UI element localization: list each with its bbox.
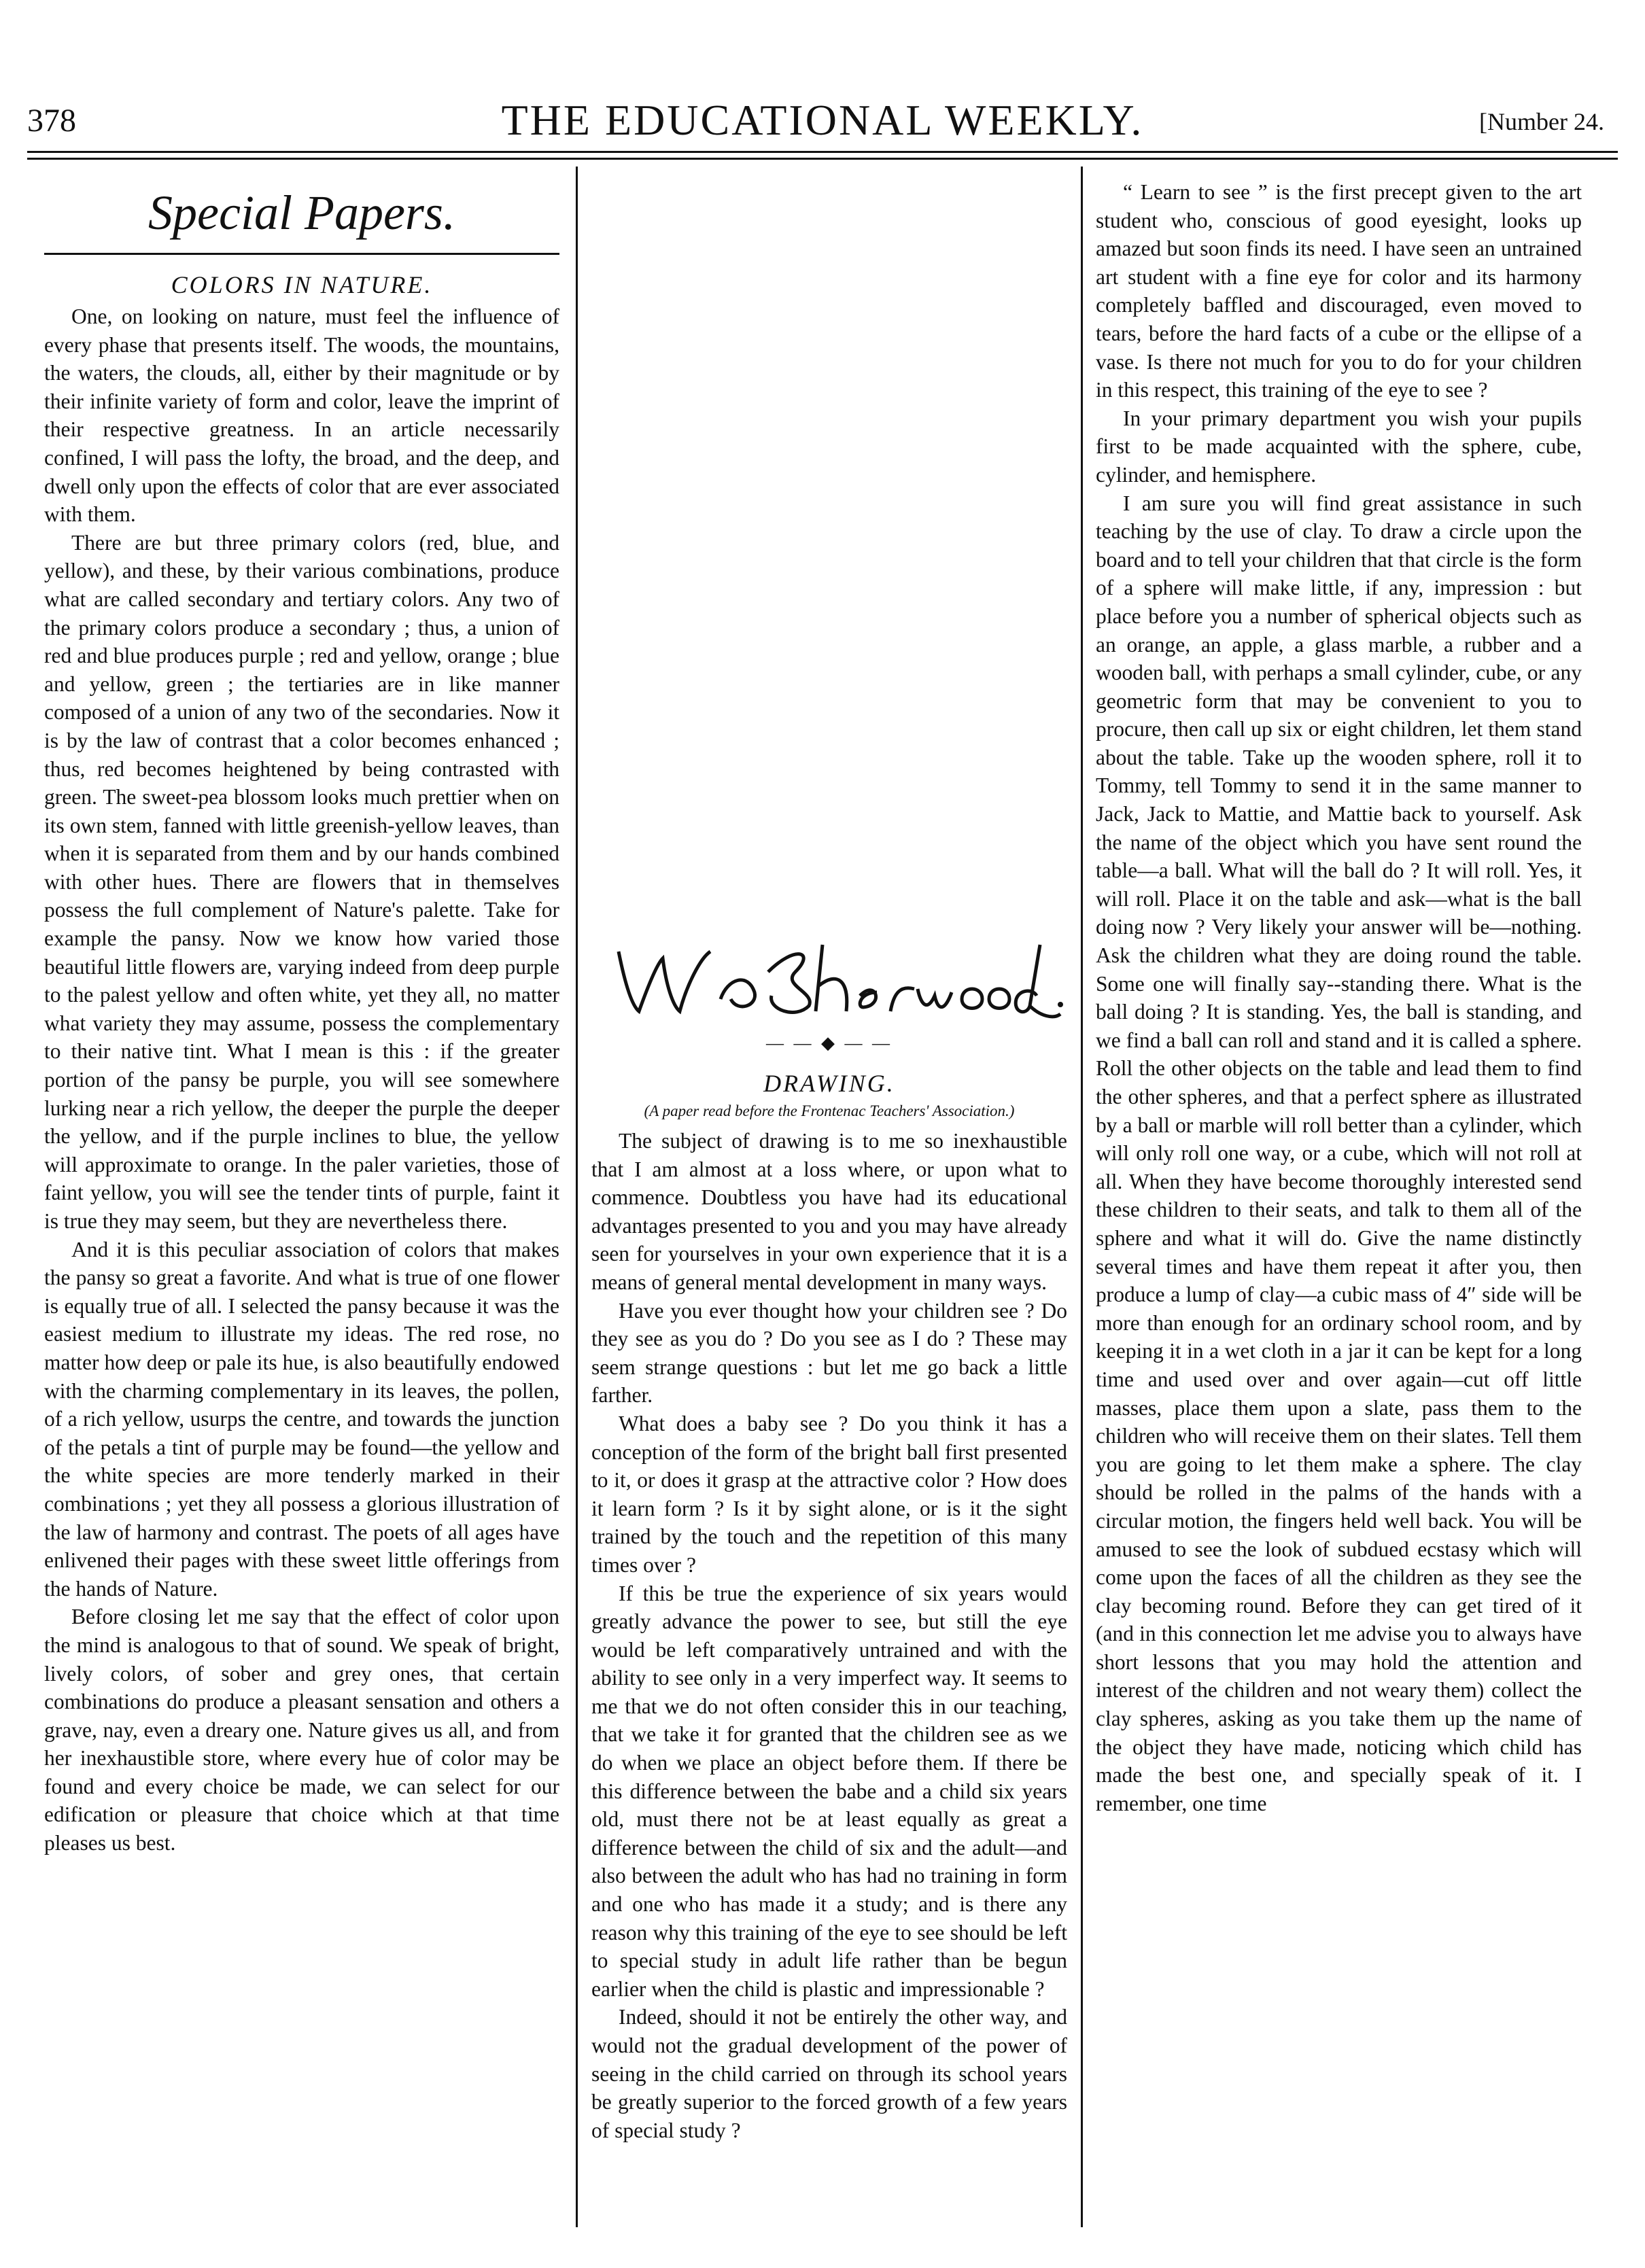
article2-paragraph: In your primary department you wish your pupils first to be made acquainted with the sphere, cube, cylinder, and hemisphere. [1096, 406, 1582, 487]
article2-paragraph: Indeed, should it not be entirely the other way, and would not the gradual development of the power of seeing in the child carried on through its school years be greatly superior to the forced growth of a few years of special study ? [591, 2005, 1067, 2142]
article-title-colors-in-nature: COLORS IN NATURE. [171, 271, 433, 298]
section-title: Special Papers. [148, 186, 455, 240]
column-divider-right [1081, 167, 1083, 2227]
header-rule-bottom [27, 158, 1618, 160]
publication-title: THE EDUCATIONAL WEEKLY. [501, 96, 1144, 144]
column-divider-left [576, 167, 578, 2227]
article-byline: (A paper read before the Frontenac Teachers' Association.) [644, 1102, 1015, 1119]
article2-paragraph: What does a baby see ? Do you think it has a conception of the form of the bright ball first presented to it, or does it grasp at the attractive color ? How does it learn form ? Is it by sight alone, or is it the sight trained by the touch and the repetition of this many times over ? [591, 1411, 1067, 1577]
column-3 [1096, 178, 1582, 1817]
article2-paragraph: I am sure you will find great assistance in such teaching by the use of clay. To draw a circle upon the board and to tell your children that that circle is the form of a sphere will make little, if any, impression : but place before you a number of spherical objects such as an orange, an apple, a glass marble, a rubber and a wooden ball, with perhaps a small cylinder, cube, or any geometric form that may be convenient to you to procure, then call up six or eight children, let them stand about the table. Take up the wooden sphere, roll it to Tommy, tell Tommy to send it in the same manner to Jack, Jack to Mattie, and Mattie back to yourself. Ask the name of the object which you have sent round the table—a ball. What will the ball do ? It will roll. Yes, it will roll. Place it on the table and ask—what is the ball doing now ? Very likely your answer will be—nothing. Ask the children what they are doing round the table. Some one will finally say--standing there. What is the ball doing ? It is standing. Yes, the ball is standing, and we find a ball can roll and stand and it is called a sphere. Roll the other objects on the table and lead them to find the other spheres, and that a perfect sphere as illustrated by a ball or marble will roll better than a cylinder, which will only roll one way, or a cube, which will not roll at all. When they have become thoroughly interested send these children to their seats, and talk to them all of the sphere and what it will do. Give the name distinctly several times and have them repeat it after you, then produce a lump of clay—a cubic mass of 4″ side will be more than enough for an ordinary school room, and by keeping it in a wet cloth in a jar it can be kept for a long time and used over and over again—cut off little masses, place them upon a slate, pass them to the children who will receive them on their slates. Tell them you are going to let them make a sphere. The clay should be rolled in the palms of the hands with a circular motion, the fingers held well back. You will be amused to see the look of subdued ecstasy which will come upon the faces of all the children as they see the clay becoming round. Before they can get tired of it (and in this connection let me advise you to always have short lessons that you may hold the attention and interest of the children and not weary them) collect the clay spheres, asking as you take them up the name of the object they have made, noticing which child has made the best one, and specially speak of it. I remember, one time [1096, 491, 1582, 1815]
article1-paragraph: There are but three primary colors (red, blue, and yellow), and these, by their various combinations, produce what are called secondary and tertiary colors. Any two of the primary colors produce a secondary ; thus, a union of red and blue produces purple ; red and yellow, orange ; blue and yellow, green ; the tertiaries are in like manner composed of a union of any two of the secondaries. Now it is by the law of contrast that a color becomes enhanced ; thus, red becomes heightened by being contrasted with green. The sweet-pea blossom looks much prettier when on its own stem, fanned with little greenish-yellow leaves, than when it is separated from them and by our hands combined with other hues. There are flowers that in themselves possess the full complement of Nature's palette. Take for example the pansy. Now we know how varied those beautiful little flowers are, varying indeed from deep purple to the palest yellow and often white, yet they all, no matter what variety they may assume, possess the complementary to their native tint. What I mean is this : if the greater portion of the pansy be purple, you will see somewhere lurking near a rich yellow, the deeper the purple the deeper the yellow, and if the purple inclines to blue, the yellow will approximate to orange. In the paler varieties, those of faint yellow, you will see the tender tints of purple, faint it is true they may seem, but they are nevertheless there. [44, 530, 559, 1233]
header-rule-top [27, 151, 1618, 153]
article2-paragraph: Have you ever thought how your children see ? Do they see as you do ? Do you see as I do ? These may seem strange questions : but let me go back a little farther. [591, 1298, 1067, 1408]
article-title-drawing: DRAWING. [763, 1070, 895, 1097]
signature-image [591, 931, 1067, 1026]
column-2 [591, 904, 1067, 2144]
article2-paragraph: If this be true the experience of six years would greatly advance the power to see, but still the eye would be left comparatively untrained and with the ability to see only in a very imperfect way. It seems to me that we do not often consider this in our teaching, that we take it for granted that the children see as we do when we place an object before them. If there be this difference between the babe and a child six years old, must there not be at least equally as great a difference between the child of six and the adult—and also between the adult who has had no training in form and one who has made it a study; and is there any reason why this training of the eye to see should be left to special study in adult life rather than be begun earlier when the child is plastic and impressionable ? [591, 1581, 1067, 2001]
article1-paragraph: And it is this peculiar association of colors that makes the pansy so great a favorite. And what is true of one flower is equally true of all. I selected the pansy because it was the easiest medium to illustrate my ideas. The red rose, no matter how deep or pale its hue, is also beautifully endowed with the charming complementary in its leaves, the pollen, of a rich yellow, usurps the centre, and towards the junction of the petals a tint of purple may be found—the yellow and the white species are more tenderly marked in their combinations ; yet they all possess a glorious illustration of the law of harmony and contrast. The poets of all ages have enlivened their pages with these sweet little offerings from the hands of Nature. [44, 1237, 559, 1601]
section-rule [44, 253, 559, 255]
signature [591, 931, 1067, 1026]
article1-paragraph: Before closing let me say that the effect of color upon the mind is analogous to that of sound. We speak of bright, lively colors, of sober and grey ones, that certain combinations do produce a pleasant sensation and others a grave, nay, even a dreary one. Nature gives us all, and from her inexhaustible store, where every hue of color may be found and every choice be made, we can select for our edification or pleasure that choice which at that time pleases us best. [44, 1605, 559, 1855]
article2-paragraph: “ Learn to see ” is the first precept given to the art student who, conscious of good eyesight, looks up amazed but soon finds its need. I have seen an untrained art student with a fine eye for color and its harmony completely baffled and discouraged, even moved to tears, before the hard facts of a cube or the ellipse of a vase. Is there not much for you to do for your children in this respect, this training of the eye to see ? [1096, 180, 1582, 402]
issue-number: [Number 24. [1479, 108, 1604, 135]
article1-paragraph: One, on looking on nature, must feel the influence of every phase that presents itself. The woods, the mountains, the waters, the clouds, all, either by their magnitude or by their infinite variety of form and color, leave the imprint of their respective greatness. In an article necessarily confined, I will pass the lofty, the broad, and the deep, and dwell only upon the effects of color that are ever associated with them. [44, 304, 559, 527]
page-number: 378 [27, 103, 76, 139]
column-1 [44, 178, 559, 1857]
article2-paragraph: The subject of drawing is to me so inexhaustible that I am almost at a loss where, or upon what to commence. Doubtless you have had its educational advantages presented to you and you may have already seen for yourselves in your own experience that it is a means of general mental development in many ways. [591, 1129, 1067, 1294]
separator-ornament: — — ◆ — — [766, 1033, 893, 1053]
